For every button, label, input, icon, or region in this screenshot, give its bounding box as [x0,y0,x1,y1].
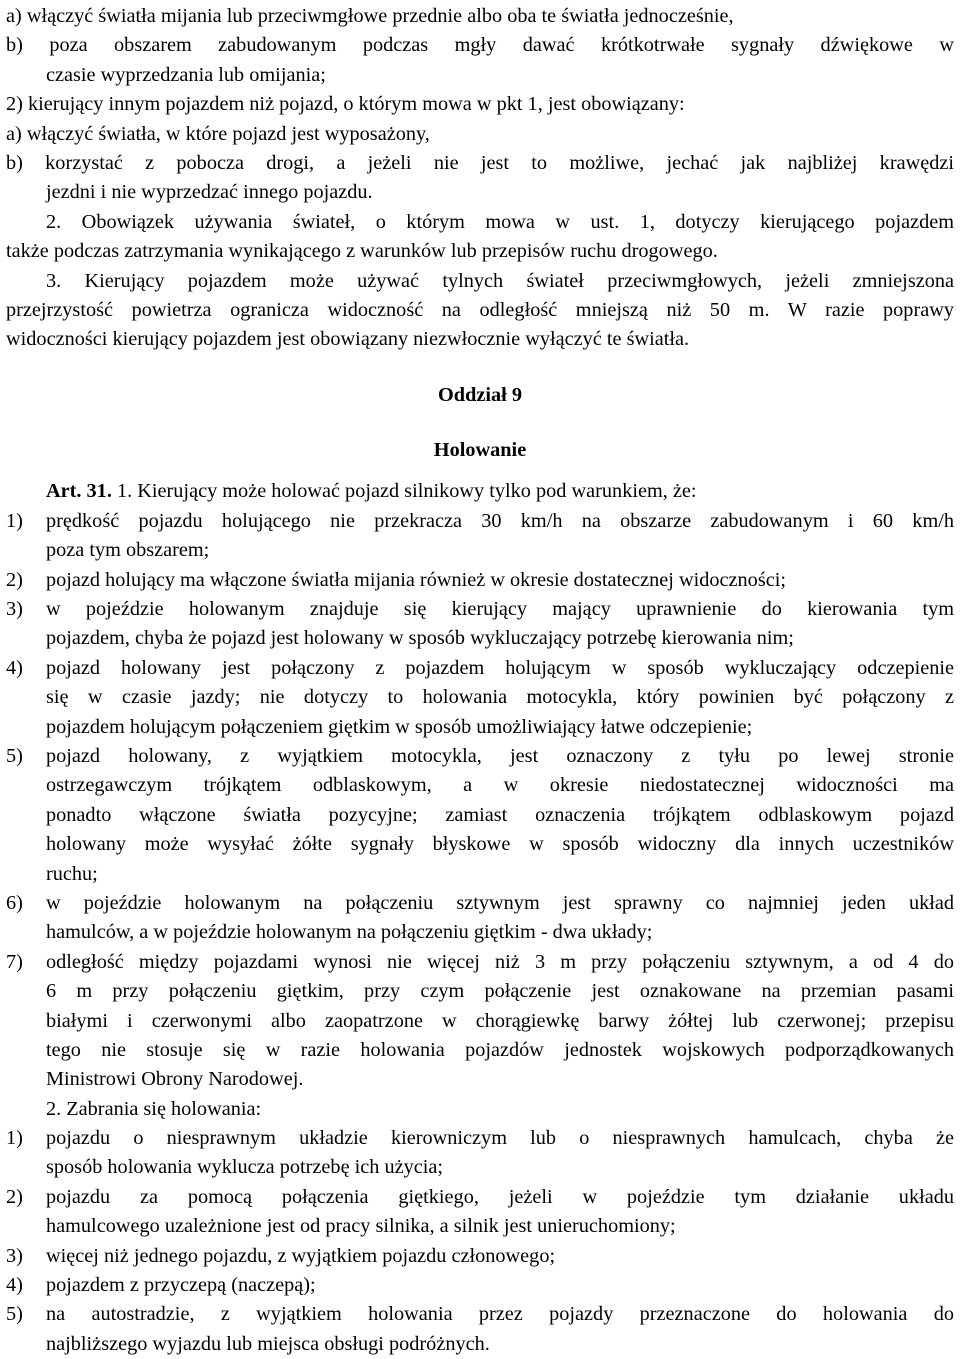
list-item-text [46,1183,954,1242]
text-line: pojazdem z przyczepą (naczepą); [46,1274,316,1297]
section-title: Holowanie [433,439,527,462]
text-line: holowany może wysyłać żółte sygnały błyskowe w sposób widoczny dla innych uczestników [46,833,954,856]
text-line: jezdni i nie wyprzedzać innego pojazdu. [46,181,373,204]
list-item-number: 3) [6,598,23,621]
list-item [6,1300,954,1359]
text-line: a) włączyć światła, w które pojazd jest wyposażony, [6,122,430,145]
text-line: pojazdem, chyba że pojazd jest holowany w sposób wykluczający potrzebę kierowania nim; [46,627,794,650]
text-line: 2) kierujący innym pojazdem niż pojazd, o którym mowa w pkt 1, jest obowiązany: [6,93,685,116]
text-line: b) korzystać z pobocza drogi, a jeżeli nie jest to możliwe, jechać jak najbliżej krawędzi [6,151,954,174]
text-line: ruchu; [46,862,98,885]
text-line: pojazd holowany jest połączony z pojazdem holującym w sposób wykluczający odczepienie [46,656,954,679]
list-item [6,1242,954,1271]
list-item-number: 7) [6,950,23,973]
text-line: w pojeździe holowanym na połączeniu sztywnym jest sprawny co najmniej jeden układ [46,891,954,914]
condition-list [6,507,954,1095]
text-line: widoczności kierujący pojazdem jest obowiązany niezwłocznie wyłączyć te światła. [6,328,690,351]
list-item-number: 2) [6,1185,23,1208]
list-item [6,595,954,654]
text-line: 6 m przy połączeniu giętkim, przy czym połączenie jest oznakowane na przemian pasami [46,980,954,1003]
list-item-text [46,1300,954,1359]
text-line: przejrzystość powietrza ogranicza widoczność na odległość mniejszą niż 50 m. W razie poprawy [6,298,954,321]
text-line: białymi i czerwonymi albo zaopatrzone w chorągiewkę barwy żółtej lub czerwonej; przepisu [46,1009,954,1032]
text-line: pojazd holowany, z wyjątkiem motocykla, jest oznaczony z tyłu po lewej stronie [46,745,954,767]
list-item [6,566,954,595]
list-item-number: 6) [6,891,23,914]
list-item-number: 5) [6,745,23,767]
list-item-text [46,507,954,566]
division-heading: Oddział 9 [438,383,522,406]
list-item [6,1183,954,1242]
list-item-number: 1) [6,1127,23,1150]
text-line: więcej niż jednego pojazdu, z wyjątkiem pojazdu członowego; [46,1244,556,1267]
text-line: czasie wyprzedzania lub omijania; [46,63,326,86]
text-line: ostrzegawczym trójkątem odblaskowym, a w okresie niedostatecznej widoczności ma [46,774,954,797]
text-line: tego nie stosuje się w razie holowania pojazdów jednostek wojskowych podporządkowanych [46,1038,954,1061]
list-item [6,948,954,1095]
text-line: poza tym obszarem; [46,539,210,562]
text-line: pojazdu o niesprawnym układzie kierowniczym lub o niesprawnych hamulcach, chyba że [46,1127,954,1150]
list-item-number: 2) [6,568,23,591]
article-label: Art. 31. [46,480,112,503]
list-item [6,654,954,742]
list-item-text [46,1271,954,1300]
paragraph-2: 2. Zabrania się holowania: [46,1097,262,1120]
text-line: a) włączyć światła mijania lub przeciwmgłowe przednie albo oba te światła jednocześnie, [6,5,734,27]
text-line: odległość między pojazdami wynosi nie więcej niż 3 m przy połączeniu sztywnym, a od 4 do [46,950,954,973]
list-item [6,1124,954,1183]
text-line: na autostradzie, z wyjątkiem holowania przez pojazdy przeznaczone do holowania do [46,1303,954,1326]
list-item-text [46,889,954,948]
list-item-text [46,948,954,1095]
text-line: ponadto włączone światła pozycyjne; zamiast oznaczenia trójkątem odblaskowym pojazd [46,803,954,826]
list-item-number: 4) [6,1274,23,1297]
text-line: Ministrowi Obrony Narodowej. [46,1068,304,1091]
text-line: w pojeździe holowanym znajduje się kierujący mający uprawnienie do kierowania tym [46,598,954,621]
text-line: hamulców, a w pojeździe holowanym na połączeniu giętkim - dwa układy; [46,921,653,944]
prohibition-list [6,1124,954,1359]
list-item [6,507,954,566]
text-line: pojazd holujący ma włączone światła mijania również w okresie dostatecznej widoczności; [46,568,786,591]
list-item-text [46,566,954,595]
list-item [6,889,954,948]
list-item-text [46,742,954,889]
text-line: pojazdem holującym połączeniem giętkim w sposób umożliwiający łatwe odczepienie; [46,715,753,738]
list-item-text [46,654,954,742]
text-line: się w czasie jazdy; nie dotyczy to holowania motocykla, który powinien być połączony z [46,686,954,709]
list-item-text [46,595,954,654]
text-line: sposób holowania wyklucza potrzebę ich użycia; [46,1156,444,1179]
list-item [6,742,954,889]
text-line: prędkość pojazdu holującego nie przekracza 30 km/h na obszarze zabudowanym i 60 km/h [46,509,954,532]
article-intro [6,477,954,506]
article-intro-text: 1. Kierujący może holować pojazd silnikowy tylko pod warunkiem, że: [111,480,697,503]
list-item-number: 1) [6,509,23,532]
text-line: b) poza obszarem zabudowanym podczas mgły dawać krótkotrwałe sygnały dźwiękowe w [6,34,954,57]
list-item-text [46,1124,954,1183]
list-item-number: 5) [6,1303,23,1326]
list-item-number: 3) [6,1244,23,1267]
text-line: 2. Obowiązek używania świateł, o którym mowa w ust. 1, dotyczy kierującego pojazdem [46,210,954,233]
list-item-number: 4) [6,656,23,679]
list-item-text [46,1242,954,1271]
list-item [6,1271,954,1300]
text-line: hamulcowego uzależnione jest od pracy silnika, a silnik jest unieruchomiony; [46,1215,676,1238]
text-line: najbliższego wyjazdu lub miejsca obsługi podróżnych. [46,1332,490,1355]
text-line: 3. Kierujący pojazdem może używać tylnych świateł przeciwmgłowych, jeżeli zmniejszona [46,269,954,292]
text-line: pojazdu za pomocą połączenia giętkiego, jeżeli w pojeździe tym działanie układu [46,1185,954,1208]
text-line: także podczas zatrzymania wynikającego z warunków lub przepisów ruchu drogowego. [6,240,718,263]
